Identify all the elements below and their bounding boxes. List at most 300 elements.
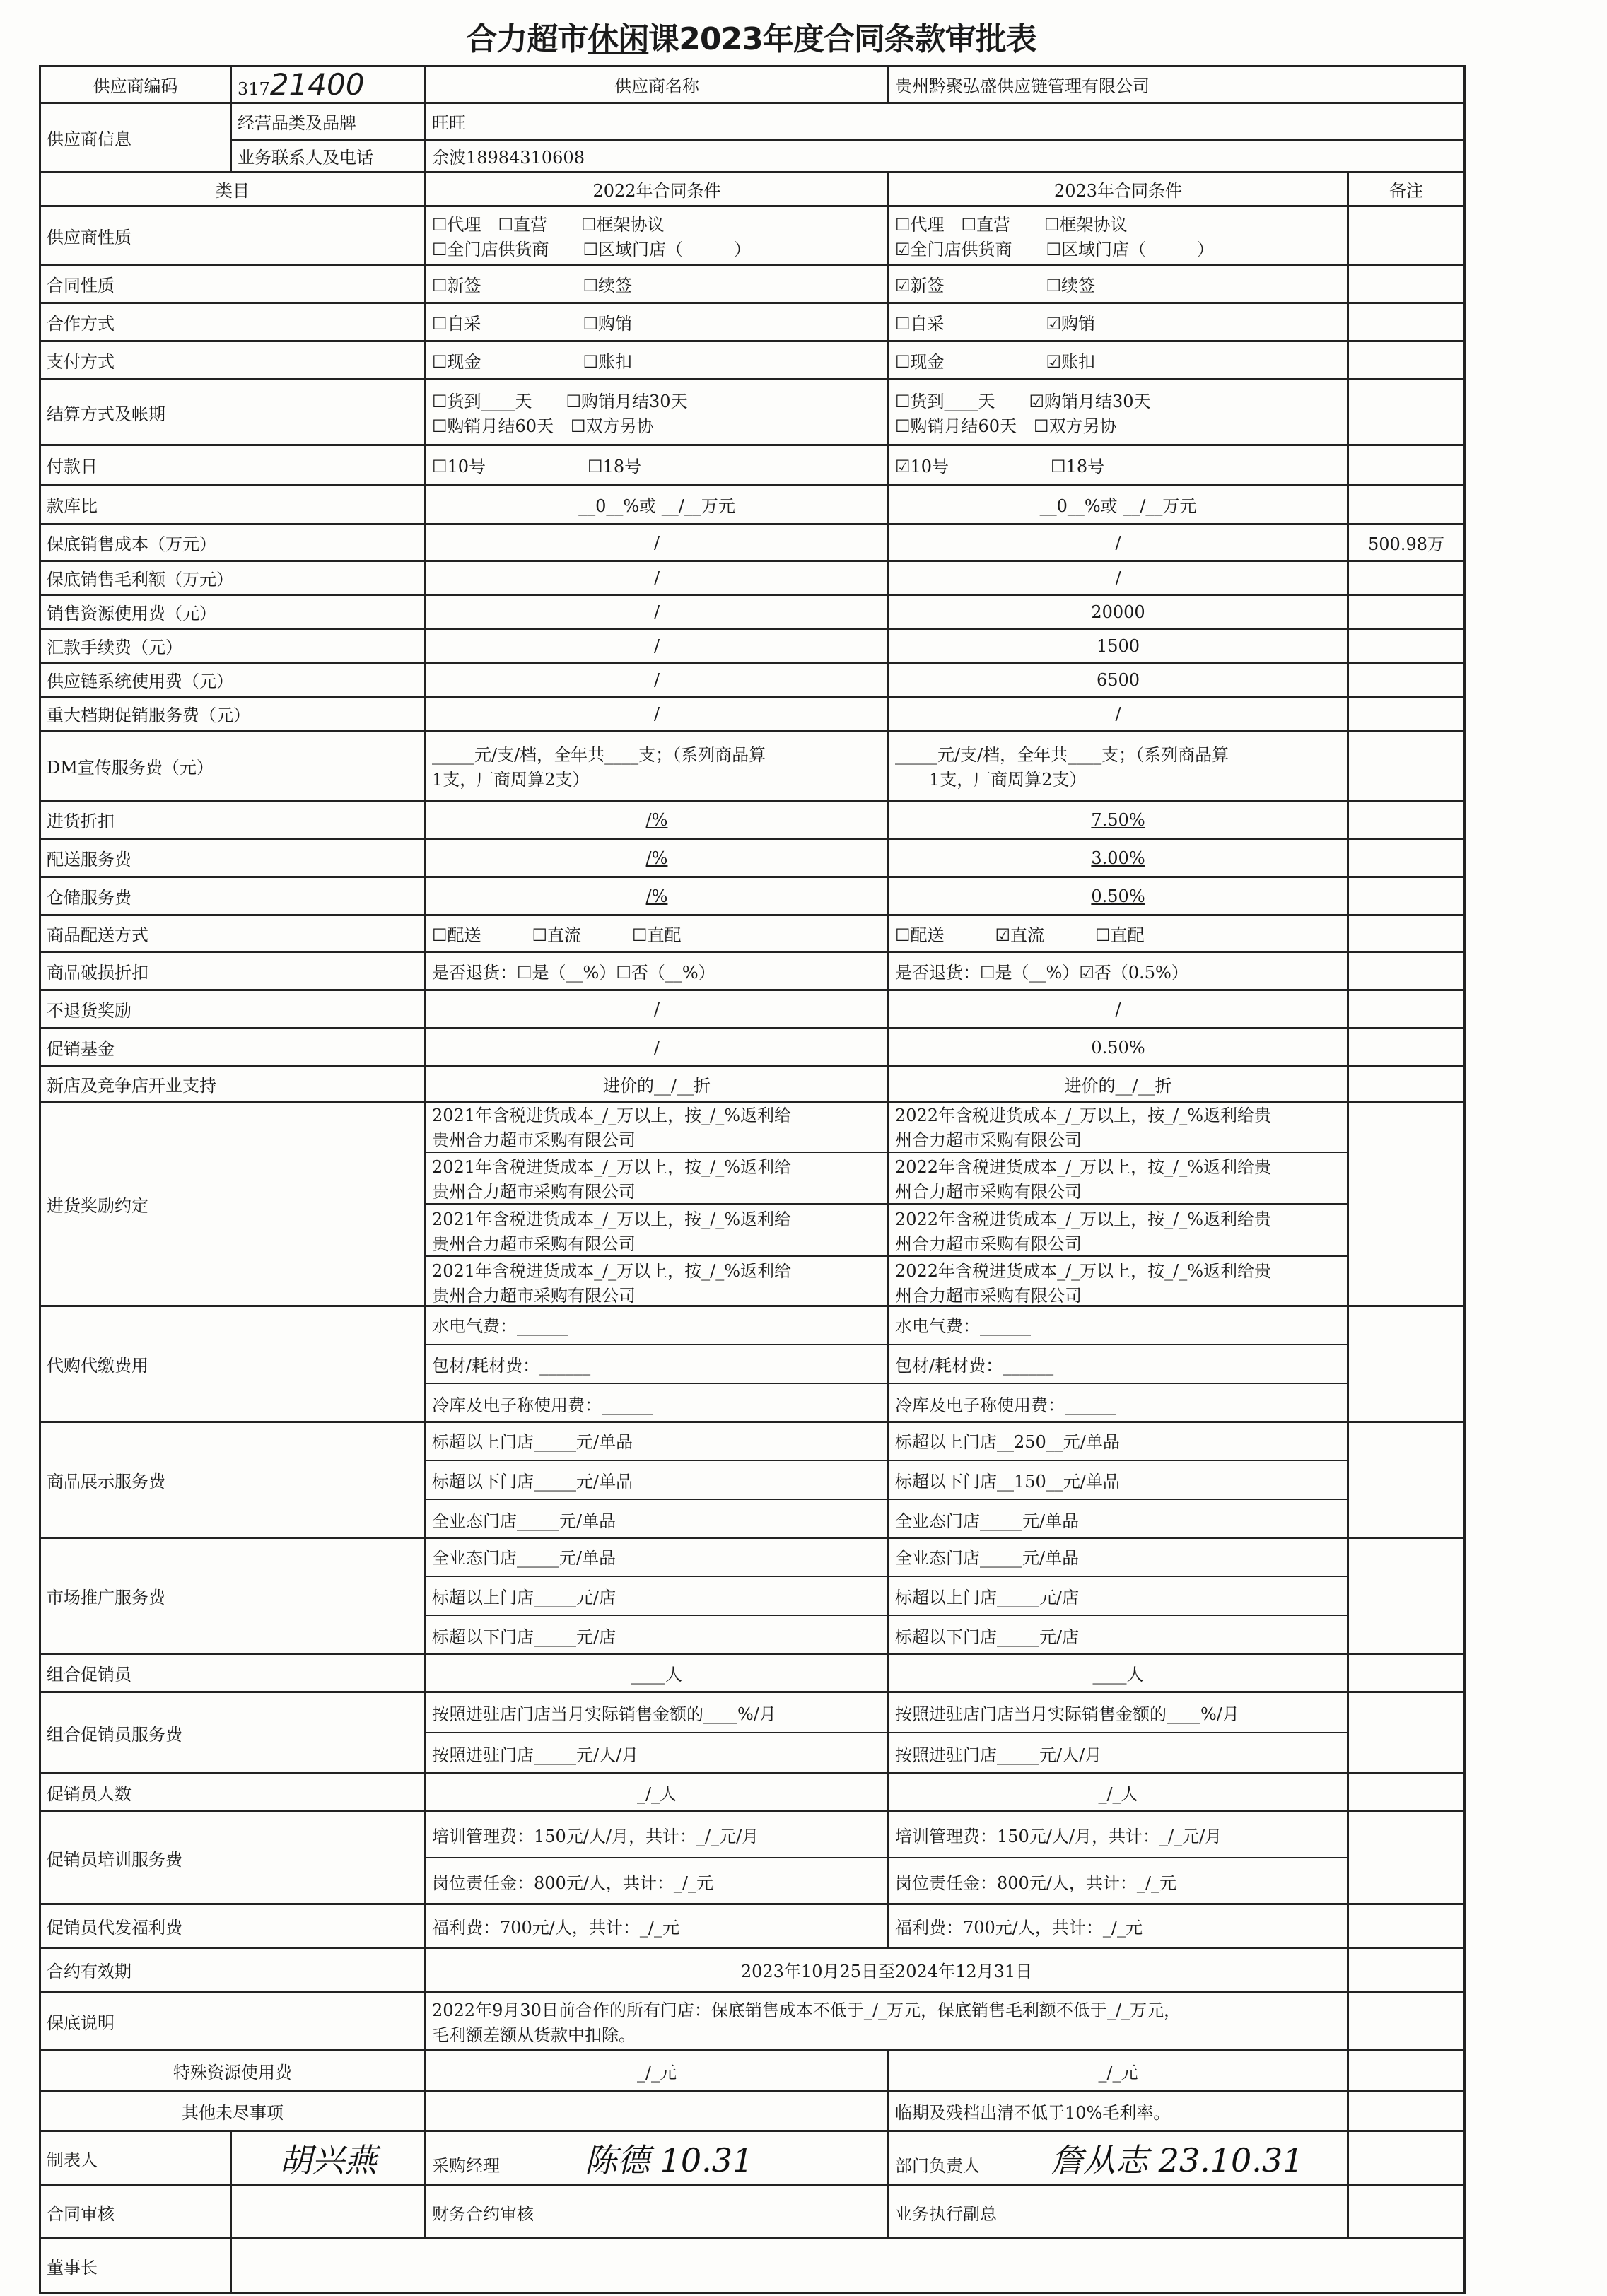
cell-text: 标超以下门店_____元/店	[432, 1627, 616, 1647]
table-row	[40, 380, 1465, 445]
cell-text: _/_人	[636, 1784, 677, 1804]
cell-line	[895, 492, 1341, 517]
cell-text: 2022年含税进货成本_/_万以上，按_/_%返利给贵	[895, 1105, 1272, 1125]
dept-head-label: 部门负责人 詹从志 23.10.31	[889, 2131, 1348, 2186]
note-cell	[1348, 663, 1465, 697]
cell-line	[889, 1306, 1347, 1344]
cell-text: 2022年含税进货成本_/_万以上，按_/_%返利给贵	[895, 1261, 1272, 1282]
cell-line	[889, 1203, 1347, 1255]
row-label: 代购代缴费用	[40, 1306, 426, 1422]
cell-text: _/_元	[636, 2063, 677, 2083]
note-cell	[1348, 1538, 1465, 1654]
row-label: 合约有效期	[40, 1948, 426, 1992]
maker-label: 制表人	[40, 2131, 231, 2186]
table-row	[40, 629, 1465, 663]
note-cell	[1348, 1102, 1465, 1306]
cell-line	[432, 766, 882, 790]
cell-line	[426, 1499, 887, 1538]
dept-head-signature: 詹从志 23.10.31	[1051, 2141, 1304, 2179]
table-row	[40, 1948, 1465, 1992]
value-2023	[889, 1102, 1348, 1306]
cell-text: 20000	[1091, 602, 1145, 622]
cell-text: ☐自采 ☑购销	[895, 314, 1096, 334]
cell-line	[432, 532, 882, 554]
cell-text: 0.50%	[1091, 886, 1145, 906]
approval-form	[39, 14, 1463, 2294]
table-row	[40, 1812, 1465, 1904]
cell-line	[426, 1460, 887, 1499]
cell-line	[432, 959, 882, 983]
cell-text: 标超以上门店_____元/店	[432, 1588, 616, 1607]
table-row	[40, 341, 1465, 380]
value-2023	[889, 303, 1348, 341]
value-2022	[426, 663, 889, 697]
cell-text: 州合力超市采购有限公司	[895, 1234, 1082, 1254]
table-row	[40, 1904, 1465, 1948]
cell-line	[895, 741, 1341, 766]
cell-line	[432, 741, 882, 766]
cell-text: 全业态门店_____元/单品	[432, 1548, 616, 1569]
value-2023	[889, 629, 1348, 663]
value-2023	[889, 1029, 1348, 1067]
value-2023	[889, 1538, 1348, 1654]
cell-text: 进价的__/__折	[602, 1076, 711, 1096]
value-2022	[426, 1692, 889, 1774]
value-2022	[426, 380, 889, 445]
cell-line	[432, 602, 882, 623]
cell-text: /	[653, 1037, 660, 1058]
cell-text: 1支，厂商周算2支）	[895, 770, 1087, 790]
table-row	[40, 1422, 1465, 1538]
row-label: 结算方式及帐期	[40, 380, 426, 445]
cell-text: 贵州合力超市采购有限公司	[432, 1286, 636, 1306]
value-2023	[889, 206, 1348, 265]
cell-text: 标超以上门店_____元/店	[895, 1588, 1080, 1607]
cell-line	[426, 1812, 887, 1857]
cell-line	[432, 211, 882, 235]
cell-line	[432, 1072, 882, 1096]
cell-text: 2022年9月30日前合作的所有门店：保底销售成本不低于_/_万元，保底销售毛利额不低于_/_万元，	[432, 2001, 1181, 2020]
table-row	[40, 2092, 1465, 2131]
cell-text: __0__%或 __/__万元	[578, 496, 735, 516]
cell-text: 包材/耗材费：______	[895, 1356, 1054, 1376]
chairman-label: 董事长	[40, 2239, 231, 2293]
table-row	[40, 952, 1465, 990]
note-cell	[1348, 485, 1465, 525]
cell-line	[432, 703, 882, 725]
cell-text: 水电气费：______	[895, 1316, 1031, 1337]
contact-value: 余波18984310608	[426, 140, 1465, 172]
cell-text: ____人	[631, 1665, 682, 1685]
cell-text: ☐代理 ☐直营 ☐框架协议	[432, 215, 665, 235]
cell-line	[432, 1996, 1341, 2021]
cell-text: ☐购销月结60天 ☐双方另协	[432, 416, 654, 436]
note-cell	[1348, 445, 1465, 485]
cell-line	[432, 1780, 882, 1805]
value-2022	[426, 303, 889, 341]
note-cell	[1348, 1067, 1465, 1102]
cell-line	[426, 1383, 887, 1422]
cell-line	[889, 1538, 1347, 1576]
cell-text: 州合力超市采购有限公司	[895, 1286, 1082, 1306]
cell-text: /	[653, 602, 660, 622]
cell-line	[432, 1660, 882, 1685]
cell-text: /	[653, 999, 660, 1019]
note-cell	[1348, 1654, 1465, 1692]
table-row	[40, 561, 1465, 595]
value-2023	[889, 1904, 1348, 1948]
column-header-row	[40, 172, 1465, 206]
table-row	[40, 731, 1465, 801]
cell-line	[426, 1306, 887, 1344]
cell-text: 贵州合力超市采购有限公司	[432, 1182, 636, 1202]
cell-line	[895, 921, 1341, 946]
note-cell	[1348, 839, 1465, 877]
value-2022	[426, 952, 889, 990]
value-2022	[426, 1422, 889, 1538]
cell-line	[432, 412, 882, 437]
cell-line	[432, 1957, 1341, 1982]
cell-text: 全业态门店_____元/单品	[432, 1511, 616, 1531]
cell-line	[426, 1576, 887, 1615]
cell-line	[895, 412, 1341, 437]
cell-text: ☐全门店供货商 ☐区域门店（ ）	[432, 240, 752, 259]
cell-text: ☐配送 ☐直流 ☐直配	[432, 925, 682, 945]
note-cell	[1348, 2051, 1465, 2092]
cell-text: 2021年含税进货成本_/_万以上，按_/_%返利给	[432, 1157, 792, 1178]
value-2022	[426, 485, 889, 525]
row-label: 配送服务费	[40, 839, 426, 877]
supplier-name-label: 供应商名称	[426, 66, 889, 103]
value-2023	[889, 2092, 1348, 2131]
note-cell	[1348, 801, 1465, 839]
row-label: 款库比	[40, 485, 426, 525]
supplier-code-row	[40, 66, 1465, 103]
value-2023	[889, 1774, 1348, 1812]
finance-review-label: 财务合约审核	[426, 2186, 889, 2239]
cell-text: ☐货到____天 ☐购销月结30天	[432, 392, 688, 411]
cell-line	[895, 602, 1341, 623]
cell-line	[432, 235, 882, 260]
cell-text: 7.50%	[1091, 809, 1145, 830]
cell-line	[895, 703, 1341, 725]
cell-text: 培训管理费：150元/人/月，共计：_/_元/月	[895, 1826, 1222, 1846]
cell-line	[426, 1732, 887, 1773]
note-cell	[1348, 952, 1465, 990]
cell-line	[895, 211, 1341, 235]
signature-row-1	[40, 2131, 1465, 2186]
cell-line	[432, 669, 882, 691]
signature-row-3	[40, 2239, 1465, 2293]
table-row	[40, 801, 1465, 839]
row-label: 进货奖励约定	[40, 1102, 426, 1306]
note-cell	[1348, 303, 1465, 341]
cell-text: 是否退货：☐是（__%）☑否（0.5%）	[895, 963, 1188, 983]
table-row	[40, 663, 1465, 697]
row-label: 供应商性质	[40, 206, 426, 265]
row-label: 合同性质	[40, 265, 426, 303]
cell-line	[432, 387, 882, 412]
note-cell	[1348, 877, 1465, 915]
cell-text: 福利费：700元/人，共计：_/_元	[895, 1918, 1143, 1938]
table-row	[40, 1692, 1465, 1774]
value-2023	[889, 1654, 1348, 1692]
cell-text: _____元/支/档，全年共____支；（系列商品算	[895, 745, 1229, 765]
row-label: 汇款手续费（元）	[40, 629, 426, 663]
note-cell: 500.98万	[1348, 525, 1465, 561]
row-label: 组合促销员服务费	[40, 1692, 426, 1774]
cell-line	[432, 1914, 882, 1938]
row-label: 其他未尽事项	[40, 2092, 426, 2131]
value-2022	[426, 1029, 889, 1067]
cell-text: 岗位责任金：800元/人，共计：_/_元	[432, 1873, 713, 1893]
value-2023	[889, 1692, 1348, 1774]
cell-text: 1支，厂商周算2支）	[432, 770, 590, 790]
cell-text: /	[1115, 703, 1121, 724]
note-cell	[1348, 990, 1465, 1029]
cell-line	[895, 1072, 1341, 1096]
value-2022	[426, 629, 889, 663]
cell-line	[432, 1037, 882, 1058]
cell-text: 临期及残档出清不低于10%毛利率。	[895, 2103, 1171, 2123]
form-table	[39, 65, 1466, 2294]
table-row	[40, 1774, 1465, 1812]
cell-text: 2021年含税进货成本_/_万以上，按_/_%返利给	[432, 1209, 792, 1229]
signature-row-2	[40, 2186, 1465, 2239]
cell-line	[426, 1692, 887, 1732]
cell-text: ☐现金 ☐账扣	[432, 352, 633, 372]
row-label: 组合促销员	[40, 1654, 426, 1692]
cell-line	[432, 886, 882, 907]
cell-text: 包材/耗材费：______	[432, 1356, 591, 1376]
value-2023	[889, 1422, 1348, 1538]
cell-text: /	[653, 636, 660, 656]
cell-text: 0.50%	[1091, 1037, 1145, 1058]
value-2023	[889, 1306, 1348, 1422]
table-row	[40, 303, 1465, 341]
table-row	[40, 206, 1465, 265]
value-2023	[889, 561, 1348, 595]
value-2023	[889, 1812, 1348, 1904]
value-2023	[889, 801, 1348, 839]
cell-text: 冷库及电子称使用费：______	[895, 1395, 1116, 1415]
cell-text: 毛利额差额从货款中扣除。	[432, 2025, 636, 2045]
value-2022	[426, 341, 889, 380]
row-label: 商品展示服务费	[40, 1422, 426, 1538]
review-label: 合同审核	[40, 2186, 231, 2239]
cell-text: 州合力超市采购有限公司	[895, 1130, 1082, 1150]
cell-line	[432, 809, 882, 831]
table-row	[40, 990, 1465, 1029]
value-2023	[889, 731, 1348, 801]
header-2023: 2023年合同条件	[889, 172, 1348, 206]
value-2022	[426, 1067, 889, 1102]
value-2022	[426, 877, 889, 915]
cell-line	[889, 1576, 1347, 1615]
cell-line	[889, 1692, 1347, 1732]
cell-line	[432, 921, 882, 946]
cell-text: /%	[645, 848, 668, 868]
row-label: 销售资源使用费（元）	[40, 595, 426, 629]
value-2022	[426, 2092, 889, 2131]
row-label: 特殊资源使用费	[40, 2051, 426, 2092]
cell-line	[895, 348, 1341, 373]
cell-text: /%	[645, 886, 668, 906]
cell-text: /	[1115, 568, 1121, 588]
cell-text: ☑全门店供货商 ☐区域门店（ ）	[895, 240, 1215, 259]
cell-line	[895, 235, 1341, 260]
table-row	[40, 915, 1465, 952]
row-label: 促销员人数	[40, 1774, 426, 1812]
cell-text: 2022年含税进货成本_/_万以上，按_/_%返利给贵	[895, 1157, 1272, 1178]
merged-value	[426, 1992, 1348, 2051]
note-cell	[1348, 561, 1465, 595]
value-2023	[889, 877, 1348, 915]
cell-line	[895, 310, 1341, 334]
cell-text: 全业态门店_____元/单品	[895, 1548, 1080, 1569]
value-2023	[889, 595, 1348, 629]
value-2023	[889, 341, 1348, 380]
value-2023	[889, 380, 1348, 445]
cell-text: __0__%或 __/__万元	[1039, 496, 1197, 516]
cell-line	[432, 271, 882, 296]
maker-signature: 胡兴燕	[231, 2131, 426, 2186]
cell-text: 冷库及电子称使用费：______	[432, 1395, 653, 1415]
cell-text: ____人	[1092, 1665, 1144, 1685]
cell-text: ☑10号 ☐18号	[895, 457, 1105, 476]
cell-line	[895, 766, 1341, 790]
cell-line	[432, 310, 882, 334]
cell-text: 岗位责任金：800元/人，共计：_/_元	[895, 1873, 1176, 1893]
value-2023	[889, 915, 1348, 952]
cell-text: ☐货到____天 ☑购销月结30天	[895, 392, 1151, 411]
value-2022	[426, 1306, 889, 1422]
purchase-manager-label: 采购经理 陈德 10.31	[426, 2131, 889, 2186]
value-2023	[889, 2051, 1348, 2092]
row-label: 重大档期促销服务费（元）	[40, 697, 426, 731]
note-cell	[1348, 1774, 1465, 1812]
cell-text: 标超以上门店__250__元/单品	[895, 1432, 1120, 1453]
header-2022: 2022年合同条件	[426, 172, 889, 206]
cell-text: /	[653, 669, 660, 690]
cell-line	[895, 387, 1341, 412]
value-2022	[426, 561, 889, 595]
cell-line	[889, 1344, 1347, 1383]
cell-line	[426, 1203, 887, 1255]
cell-text: 是否退货：☐是（__%）☐否（__%）	[432, 963, 715, 983]
cell-line	[426, 1344, 887, 1383]
cell-line	[889, 1152, 1347, 1204]
value-2022	[426, 1538, 889, 1654]
row-label: 保底销售毛利额（万元）	[40, 561, 426, 595]
cell-line	[432, 348, 882, 373]
row-label: 促销基金	[40, 1029, 426, 1067]
cell-text: ☐配送 ☑直流 ☐直配	[895, 925, 1145, 945]
cell-line	[895, 809, 1341, 831]
handwritten-code: 21400	[269, 67, 365, 102]
table-row	[40, 697, 1465, 731]
brand-value: 旺旺	[426, 103, 1465, 140]
row-label: DM宣传服务费（元）	[40, 731, 426, 801]
cell-text: 6500	[1096, 669, 1140, 690]
value-2023	[889, 445, 1348, 485]
cell-line	[426, 1615, 887, 1653]
cell-text: _/_人	[1098, 1784, 1138, 1804]
cell-text: ☐自采 ☐购销	[432, 314, 633, 334]
supplier-code-label: 供应商编码	[40, 66, 231, 103]
cell-text: 按照进驻店门店当月实际销售金额的____%/月	[895, 1704, 1239, 1724]
note-cell	[1348, 629, 1465, 663]
row-label: 付款日	[40, 445, 426, 485]
row-label: 保底销售成本（万元）	[40, 525, 426, 561]
cell-text: 按照进驻店门店当月实际销售金额的____%/月	[432, 1704, 776, 1724]
value-2022	[426, 915, 889, 952]
cell-line	[895, 999, 1341, 1020]
cell-text: 水电气费：______	[432, 1316, 568, 1337]
cell-text: _____元/支/档，全年共____支；（系列商品算	[432, 745, 766, 765]
cell-line	[895, 848, 1341, 869]
cell-text: 1500	[1096, 636, 1140, 656]
cell-line	[895, 532, 1341, 554]
row-label: 促销员培训服务费	[40, 1812, 426, 1904]
table-row	[40, 877, 1465, 915]
cell-text: 福利费：700元/人，共计：_/_元	[432, 1918, 679, 1938]
cell-text: 按照进驻门店_____元/人/月	[895, 1745, 1102, 1765]
cell-line	[895, 636, 1341, 657]
table-row	[40, 485, 1465, 525]
cell-line	[426, 1102, 887, 1152]
cell-text: ☐购销月结60天 ☐双方另协	[895, 416, 1117, 436]
value-2022	[426, 525, 889, 561]
cell-line	[889, 1102, 1347, 1152]
cell-line	[889, 1422, 1347, 1460]
cell-text: 2021年含税进货成本_/_万以上，按_/_%返利给	[432, 1105, 792, 1125]
cell-line	[895, 2058, 1341, 2083]
cell-line	[889, 1857, 1347, 1904]
cell-line	[895, 669, 1341, 691]
value-2023	[889, 839, 1348, 877]
value-2022	[426, 265, 889, 303]
note-cell	[1348, 595, 1465, 629]
merged-value	[426, 1948, 1348, 1992]
cell-line	[895, 568, 1341, 589]
note-cell	[1348, 341, 1465, 380]
supplier-info-label: 供应商信息	[40, 103, 231, 172]
cell-text: _/_元	[1098, 2063, 1138, 2083]
note-cell	[1348, 697, 1465, 731]
table-row	[40, 1538, 1465, 1654]
value-2022	[426, 801, 889, 839]
form-title: 合力超市休闲课2023年度合同条款审批表	[466, 21, 1036, 57]
cell-text: 全业态门店_____元/单品	[895, 1511, 1080, 1531]
supplier-code-value: 31721400	[231, 66, 426, 103]
brand-label: 经营品类及品牌	[231, 103, 426, 140]
purchase-manager-signature: 陈德 10.31	[585, 2141, 754, 2179]
cell-line	[432, 452, 882, 477]
note-cell	[1348, 1422, 1465, 1538]
cell-line	[889, 1460, 1347, 1499]
row-label: 不退货奖励	[40, 990, 426, 1029]
value-2022	[426, 445, 889, 485]
note-cell	[1348, 265, 1465, 303]
cell-text: ☑新签 ☐续签	[895, 276, 1096, 295]
cell-line	[895, 1914, 1341, 1938]
table-row	[40, 2051, 1465, 2092]
row-label: 新店及竞争店开业支持	[40, 1067, 426, 1102]
cell-line	[889, 1732, 1347, 1773]
cell-line	[895, 1660, 1341, 1685]
cell-text: 2022年含税进货成本_/_万以上，按_/_%返利给贵	[895, 1209, 1272, 1229]
